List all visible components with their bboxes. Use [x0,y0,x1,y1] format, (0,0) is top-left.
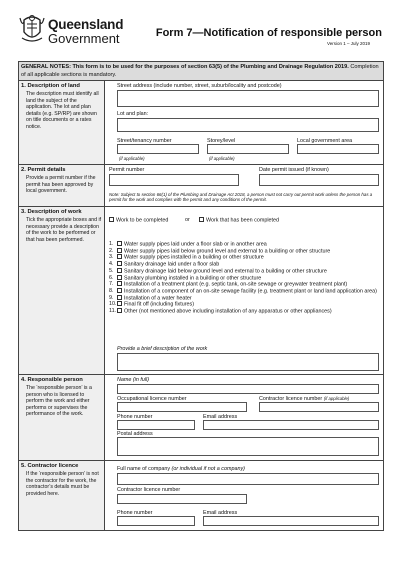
company-name-italic: (or individual if not a company) [171,466,245,472]
brief-description-field[interactable] [117,353,379,371]
section-2-fields [107,165,381,206]
storey-level-label: Storey/level [207,138,236,144]
section-1-sidebar [19,81,105,164]
work-item-number: 5. [109,267,114,274]
general-notes-bold: GENERAL NOTES: This form is to be used for the purposes of section 63(5) of the Plumbing and Drainage Regulation 2019. [21,64,349,70]
work-item-checkbox[interactable] [117,281,122,286]
contractor-licence-number-field[interactable] [117,494,247,504]
work-item-label: Final fit off (including fixtures) [124,301,195,308]
email-address-label: Email address [203,414,238,420]
section-5-title: 5. Contractor licence [21,463,79,469]
work-item-checkbox[interactable] [117,248,122,253]
street-tenancy-field[interactable] [117,144,199,154]
work-type-list [109,241,381,315]
work-item-checkbox[interactable] [117,301,122,306]
work-item-11[interactable] [109,308,381,315]
phone-number-label: Phone number [117,414,153,420]
work-item-checkbox[interactable] [117,268,122,273]
street-tenancy-label: Street/tenancy number [117,138,172,144]
work-item-checkbox[interactable] [117,254,122,259]
tenancy-if-applicable: (if applicable) [119,156,145,161]
permit-note: Note: Subject to section 66(1) of the Plumbing and Drainage Act 2018, a person must not carry out permit work unless the person has a permit for the work and complies with the permit and any conditions of the permit. [109,192,373,203]
section-description-of-land [18,81,384,165]
work-item-label: Sanitary plumbing installed in a building or other structure [124,275,262,282]
section-1-fields [107,81,381,164]
contractor-phone-field[interactable] [117,516,195,526]
section-3-description: Tick the appropriate boxes and if necessary provide a description of the work to be performed or that has been performed. [26,217,102,243]
postal-address-field[interactable] [117,437,379,456]
storey-if-applicable: (if applicable) [209,156,235,161]
lot-plan-field[interactable] [117,118,379,132]
work-item-checkbox[interactable] [117,261,122,266]
permit-number-field[interactable] [109,174,239,186]
work-item-5[interactable] [109,268,381,275]
work-item-label: Water supply pipes laid below ground level and external to a building or other structure [124,248,331,255]
section-contractor-licence [18,461,384,531]
work-item-number: 3. [109,254,114,261]
full-name-label: Name (in full) [117,377,150,383]
work-completed-option[interactable] [199,217,279,224]
work-item-checkbox[interactable] [117,295,122,300]
work-item-9[interactable] [109,295,381,302]
work-item-label: Water supply pipes installed in a building or other structure [124,254,264,261]
work-item-4[interactable] [109,261,381,268]
brief-description-label: Provide a brief description of the work [117,346,208,352]
logo-line-1: Queensland [48,17,124,32]
date-issued-field[interactable] [259,174,379,186]
section-1-title: 1. Description of land [21,83,80,89]
work-to-be-completed-checkbox[interactable] [109,217,114,222]
form-title: Form 7—Notification of responsible person [155,27,382,39]
work-item-8[interactable] [109,288,381,295]
work-item-number: 6. [109,274,114,281]
company-name-field[interactable] [117,473,379,485]
section-5-sidebar [19,461,105,530]
lot-plan-label: Lot and plan: [117,111,149,117]
work-item-number: 7. [109,281,114,288]
work-item-label: Other (not mentioned above including installation of any apparatus or other appliances) [124,308,332,315]
street-address-field[interactable] [117,90,379,107]
work-to-be-completed-option[interactable] [109,217,168,224]
company-name-label: Full name of company (or individual if not a company) [117,466,245,472]
section-permit-details [18,165,384,207]
contractor-licence-field[interactable] [259,402,379,412]
section-2-description: Provide a permit number if the permit has been approved by local government. [26,175,96,195]
email-address-field[interactable] [203,420,379,430]
storey-level-field[interactable] [207,144,289,154]
work-item-number: 4. [109,261,114,268]
work-item-checkbox[interactable] [117,275,122,280]
logo-line-2: Government [48,31,120,46]
work-item-1[interactable] [109,241,381,248]
general-notes-text: Completion of all applicable sections is mandatory. [21,64,379,78]
work-completed-label: Work that has been completed [206,217,280,224]
occupational-licence-field[interactable] [117,402,247,412]
contractor-email-label: Email address [203,510,238,516]
section-4-fields [107,375,381,460]
section-description-of-work [18,207,384,375]
general-notes [18,61,384,81]
section-3-sidebar [19,207,105,374]
contractor-licence-text: Contractor licence number [259,396,323,402]
queensland-crest-icon [18,12,46,46]
work-item-label: Sanitary drainage laid under a floor slab [124,261,220,268]
work-item-label: Sanitary drainage laid below ground level and external to a building or other structure [124,268,327,275]
section-4-description: The ‘responsible person’ is a person who is licensed to perform the work and either performs or supervises the performance of the work. [26,385,92,418]
work-item-checkbox[interactable] [117,241,122,246]
work-item-2[interactable] [109,248,381,255]
work-completed-checkbox[interactable] [199,217,204,222]
work-item-label: Installation of a component of an on-site sewage facility (e.g. treatment plant or land land application area) [124,288,377,295]
permit-number-label: Permit number [109,167,145,173]
postal-address-label: Postal address [117,431,153,437]
work-item-number: 1. [109,241,114,247]
work-item-number: 11. [109,308,117,315]
or-label: or [185,217,190,223]
section-3-title: 3. Description of work [21,209,82,215]
work-item-number: 10. [109,301,117,308]
section-2-sidebar [19,165,105,206]
page-header [0,0,400,60]
date-issued-label: Date permit issued (if known) [259,167,329,173]
contractor-if-applicable: (if applicable) [323,396,350,401]
work-item-label: Water supply pipes laid under a floor slab or in another area [124,241,267,248]
work-item-checkbox[interactable] [117,288,122,293]
work-item-number: 8. [109,287,114,294]
local-government-field[interactable] [297,144,379,154]
section-1-description: The description must identify all land the subject of the application. The lot and plan details (e.g. SP/RP) are shown on title documents or a rates notice. [26,91,99,130]
section-5-fields [107,461,381,530]
work-item-6[interactable] [109,275,381,282]
work-item-7[interactable] [109,281,381,288]
work-to-be-completed-label: Work to be completed [116,217,169,224]
section-responsible-person [18,375,384,461]
section-4-sidebar [19,375,105,460]
work-item-label: Installation of a treatment plant (e.g. septic tank, on-site sewage or greywater treatment plant) [124,281,348,288]
section-2-title: 2. Permit details [21,167,66,173]
version-label: Version 1 – July 2019 [326,41,370,46]
local-government-label: Local government area [297,138,353,144]
work-item-checkbox[interactable] [117,308,122,313]
contractor-email-field[interactable] [203,516,379,526]
contractor-licence-number-label: Contractor licence number [117,487,181,493]
occupational-licence-label: Occupational licence number [117,396,187,402]
work-item-10[interactable] [109,301,381,308]
phone-number-field[interactable] [117,420,195,430]
section-5-description: If the ‘responsible person’ is not the contractor for the work, the contractor’s details must be provided here. [26,471,99,497]
contractor-phone-label: Phone number [117,510,153,516]
street-address-label: Street address (include number, street, suburb/locality and postcode) [117,83,282,89]
full-name-field[interactable] [117,384,379,394]
section-3-fields [107,207,381,374]
section-4-title: 4. Responsible person [21,377,83,383]
work-item-number: 9. [109,294,114,301]
work-item-3[interactable] [109,254,381,261]
work-item-label: Installation of a water heater [124,295,192,302]
work-item-number: 2. [109,247,114,254]
